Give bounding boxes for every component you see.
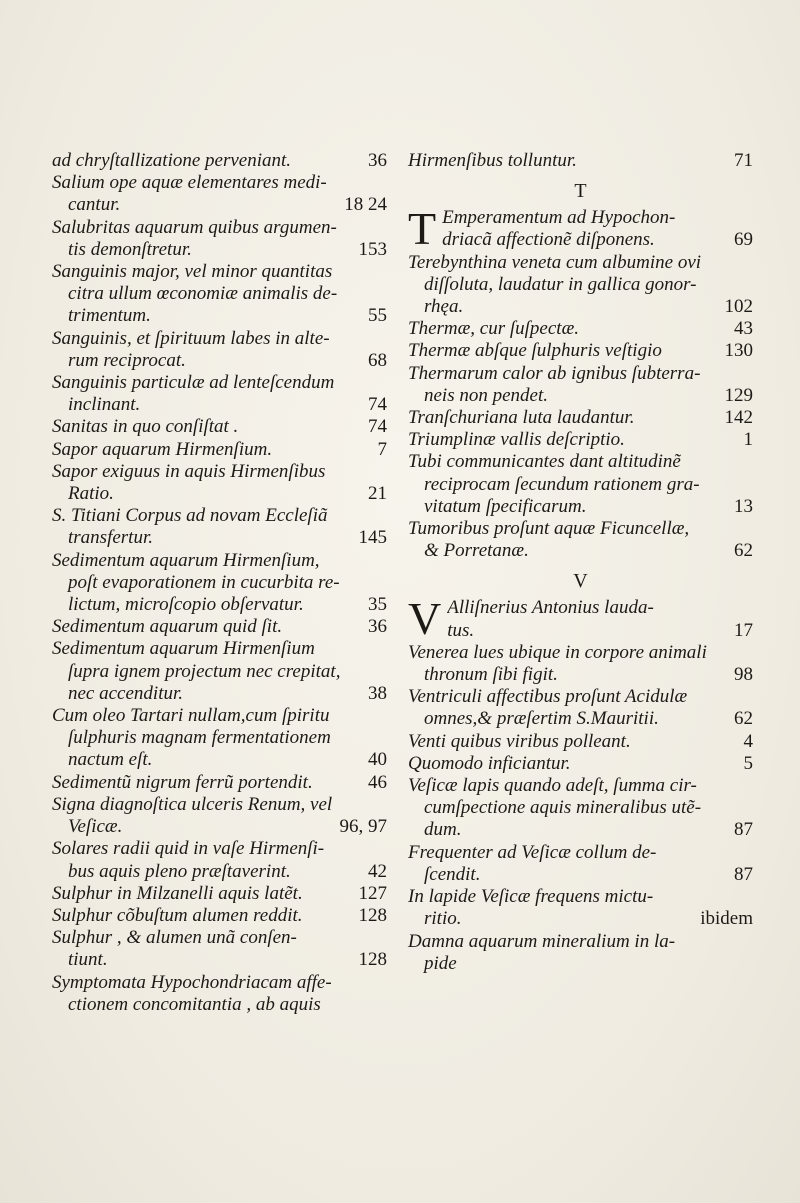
entry-line: In lapide Veſicæ frequens mictu- [408, 886, 654, 908]
entry-line: Triumplinæ vallis deſcriptio. [408, 429, 625, 451]
index-entry [52, 261, 387, 328]
entry-line: tiunt. [68, 949, 108, 971]
index-entry [408, 451, 753, 518]
index-entry [52, 905, 387, 927]
page-number: 142 [724, 407, 753, 429]
page-number: 42 [368, 860, 387, 882]
index-entry [408, 340, 753, 362]
index-entry [52, 705, 387, 772]
entry-line: Sedimentum aquarum Hirmenſium, [52, 549, 320, 571]
entry-line: Salium ope aquæ elementares medi- [52, 172, 327, 194]
page-number: 62 [734, 708, 753, 730]
index-entry [408, 318, 753, 340]
entry-line: S. Titiani Corpus ad novam Eccleſiã [52, 505, 328, 527]
page-number: 40 [368, 749, 387, 771]
index-entry [52, 172, 387, 216]
index-entry [408, 931, 753, 975]
entry-line: Quomodo inficiantur. [408, 752, 571, 774]
page-number: 98 [734, 664, 753, 686]
page-number: ibidem [700, 908, 753, 930]
section-letter-t: T [574, 180, 587, 203]
page-number: 5 [743, 752, 753, 774]
index-entry [408, 642, 753, 686]
index-entry [52, 616, 387, 638]
entry-line: Salubritas aquarum quibus argumen- [52, 216, 337, 238]
entry-line: Symptomata Hypochondriacam affe- [52, 971, 332, 993]
entry-line: Sanitas in quo conſiſtat . [52, 416, 239, 438]
entry-line: rhęa. [424, 296, 464, 318]
page-number: 13 [734, 495, 753, 517]
entry-line: Tubi communicantes dant altitudinẽ [408, 451, 681, 473]
entry-line: neis non pendet. [424, 384, 549, 406]
page-number: 128 [358, 904, 387, 926]
entry-line: Cum oleo Tartari nullam,cum ſpiritu [52, 705, 330, 727]
page-number: 87 [734, 819, 753, 841]
entry-line: Terebynthina veneta cum albumine ovi [408, 251, 702, 273]
right-column [408, 150, 753, 975]
page-number: 46 [368, 771, 387, 793]
entry-line: dum. [424, 819, 462, 841]
index-entry [408, 203, 753, 255]
entry-line: Venti quibus viribus polleant. [408, 730, 631, 752]
entry-line: Ratio. [68, 483, 114, 505]
entry-line: lictum, microſcopio obſervatur. [68, 594, 304, 616]
entry-line: Damna aquarum mineralium in la- [408, 930, 676, 952]
page-number: 128 [358, 949, 387, 971]
entry-line: Alliſnerius Antonius lauda- [447, 597, 654, 619]
page-number: 69 [734, 229, 753, 251]
index-entry [52, 550, 387, 617]
entry-line: Tranſchuriana luta laudantur. [408, 407, 635, 429]
entry-line: ſcendit. [424, 863, 481, 885]
entry-line: ſulphuris magnam fermentationem [68, 727, 331, 749]
index-entry [408, 686, 753, 730]
page-number: 71 [734, 150, 753, 171]
index-entry [52, 927, 387, 971]
index-entry [408, 753, 753, 775]
page-number: 68 [368, 349, 387, 371]
page-number: 129 [724, 384, 753, 406]
index-entry [408, 518, 753, 562]
drop-capital: V [408, 593, 442, 645]
index-entry [52, 150, 387, 172]
page-number: 74 [368, 416, 387, 438]
entry-line: Frequenter ad Veſicæ collum de- [408, 841, 657, 863]
page-number: 145 [358, 527, 387, 549]
entry-line: Ventriculi affectibus proſunt Acidulæ [408, 686, 688, 708]
entry-line: rum reciprocat. [68, 349, 186, 371]
index-entry [408, 429, 753, 451]
page-number: 55 [368, 305, 387, 327]
index-entry [52, 505, 387, 549]
page-number: 1 [743, 429, 753, 451]
page-number: 62 [734, 540, 753, 562]
entry-line: Venerea lues ubique in corpore animali [408, 641, 707, 663]
entry-line: ctionem concomitantia , ab aquis [68, 993, 321, 1015]
entry-line: Thermarum calor ab ignibus ſubterra- [408, 362, 701, 384]
page-number: 153 [358, 238, 387, 260]
index-entry [408, 886, 753, 930]
entry-line: Signa diagnoſtica ulceris Renum, vel [52, 793, 333, 815]
entry-line: citra ullum œconomiæ animalis de- [68, 283, 338, 305]
index-entry [52, 972, 387, 1016]
entry-line: Sedimentum aquarum quid ſit. [52, 616, 283, 638]
page-number: 96, 97 [339, 816, 387, 838]
page-number: 36 [368, 150, 387, 171]
v-section [408, 593, 753, 974]
entry-line: Sanguinis particulæ ad lenteſcendum [52, 372, 335, 394]
entry-line: Veſicæ. [68, 816, 123, 838]
entry-line: ſupra ignem projectum nec crepitat, [68, 660, 341, 682]
index-entry [52, 883, 387, 905]
index-entry [408, 407, 753, 429]
page-number: 17 [734, 619, 753, 641]
carry-over-entry [408, 150, 753, 172]
entry-line: nec accenditur. [68, 682, 184, 704]
index-entry [408, 363, 753, 407]
entry-line: vitatum ſpecificarum. [424, 495, 587, 517]
entry-line: Sanguinis major, vel minor quantitas [52, 261, 333, 283]
index-entry [52, 439, 387, 461]
page-number: 74 [368, 394, 387, 416]
entry-line: Sapor exiguus in aquis Hirmenſibus [52, 460, 326, 482]
entry-line: bus aquis pleno præſtaverint. [68, 860, 291, 882]
page-number: 7 [377, 438, 387, 460]
entry-line: Veſicæ lapis quando adeſt, ſumma cir- [408, 775, 697, 797]
index-entry [52, 372, 387, 416]
entry-line: tis demonſtretur. [68, 238, 192, 260]
entry-line: omnes,& præſertim S.Mauritii. [424, 708, 659, 730]
entry-line: trimentum. [68, 305, 151, 327]
page-number: 35 [368, 594, 387, 616]
entry-line: inclinant. [68, 394, 141, 416]
t-section [408, 203, 753, 562]
index-entry [52, 461, 387, 505]
index-entry [408, 593, 753, 645]
page-number: 130 [724, 340, 753, 362]
index-entry [52, 794, 387, 838]
entry-line: transfertur. [68, 527, 153, 549]
entry-line: cantur. [68, 194, 121, 216]
left-column [52, 150, 387, 1016]
entry-line: tus. [447, 619, 475, 641]
entry-line: & Porretanæ. [424, 540, 529, 562]
entry-line: ritio. [424, 908, 462, 930]
index-entry [408, 842, 753, 886]
page-number: 102 [724, 296, 753, 318]
index-entry [52, 328, 387, 372]
entry-line: reciprocam ſecundum rationem gra- [424, 473, 700, 495]
index-entry [408, 731, 753, 753]
page-number: 18 24 [344, 194, 387, 216]
page-number: 43 [734, 318, 753, 340]
page-number: 21 [368, 483, 387, 505]
entry-line: nactum eſt. [68, 749, 153, 771]
entry-line: Thermæ abſque ſulphuris veſtigio [408, 340, 662, 362]
entry-line: Solares radii quid in vaſe Hirmenſi- [52, 838, 325, 860]
entry-line: thronum ſibi figit. [424, 664, 558, 686]
entry-line: Sapor aquarum Hirmenſium. [52, 438, 273, 460]
entry-line: poſt evaporationem in cucurbita re- [68, 571, 340, 593]
entry-line: Thermæ, cur ſuſpectæ. [408, 318, 579, 340]
entry-line: Sulphur cõbuſtum alumen reddit. [52, 904, 303, 926]
page-number: 4 [743, 730, 753, 752]
entry-line: Sanguinis, et ſpirituum labes in alte- [52, 327, 330, 349]
page-number: 87 [734, 863, 753, 885]
page-number: 127 [358, 882, 387, 904]
entry-line: ad chryſtallizatione perveniant. [52, 150, 292, 171]
index-entry [52, 772, 387, 794]
entry-line: Sulphur , & alumen unã conſen- [52, 927, 297, 949]
section-letter-v: V [573, 570, 588, 593]
page-number: 36 [368, 616, 387, 638]
page-number: 38 [368, 682, 387, 704]
index-entry [52, 416, 387, 438]
index-entry [52, 217, 387, 261]
entry-line: pide [424, 952, 457, 974]
entry-line: driacã affectionẽ diſponens. [442, 229, 655, 251]
entry-line: cumſpectione aquis mineralibus utẽ- [424, 797, 702, 819]
drop-capital: T [408, 203, 437, 255]
entry-line: Sedimentũ nigrum ferrũ portendit. [52, 771, 313, 793]
entry-line: Tumoribus proſunt aquæ Ficuncellæ, [408, 518, 690, 540]
entry-line: diſſoluta, laudatur in gallica gonor- [424, 273, 697, 295]
index-entry [52, 838, 387, 882]
index-entry [408, 775, 753, 842]
index-entry [408, 252, 753, 319]
entry-text: Hirmenſibus tolluntur. [408, 150, 577, 171]
entry-line: Emperamentum ad Hypochon- [442, 207, 676, 229]
entry-line: Sulphur in Milzanelli aquis latẽt. [52, 882, 303, 904]
entry-line: Sedimentum aquarum Hirmenſium [52, 638, 315, 660]
index-entry [52, 638, 387, 705]
